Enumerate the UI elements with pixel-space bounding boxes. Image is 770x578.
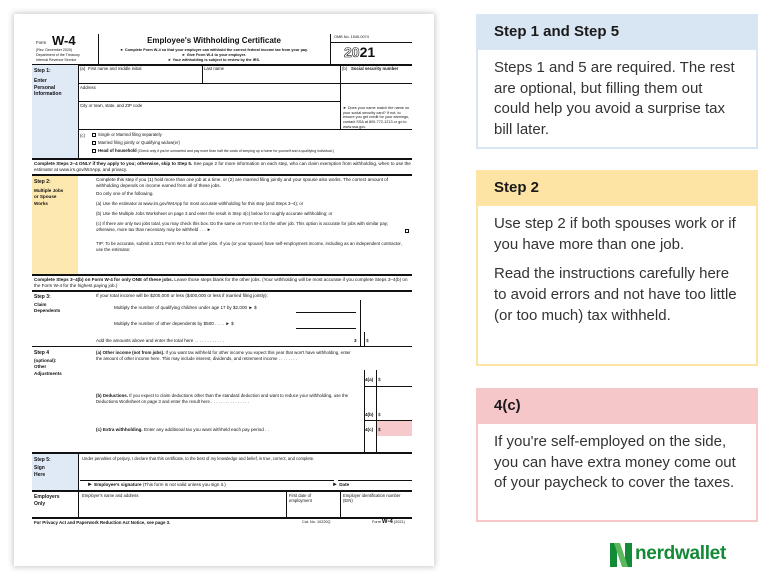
step1-subtitle: Enter Personal Information <box>34 78 62 97</box>
form-year: 2021 <box>344 44 376 60</box>
nerdwallet-n-icon <box>610 543 632 567</box>
employer-name-field[interactable]: Employer's name and address <box>82 493 139 498</box>
step2-subtitle: Multiple Jobs or Spouse Works <box>34 188 64 206</box>
step4-b-text: (b) Deductions. If you expect to claim deductions other than the standard deduction and want to reduce your withholding, use the Deductions Worksheet on page 3 and enter the result here . . . . . . . . . . . . . . . . <box>96 393 349 404</box>
panel-step2-body <box>478 206 756 326</box>
nerdwallet-logo <box>610 542 760 568</box>
date-field[interactable]: ► Date <box>332 482 350 488</box>
filing-married[interactable]: Married filing jointly or Qualifying widow(er) <box>92 140 180 145</box>
step4-a-field[interactable]: $ <box>378 377 381 382</box>
step3-title: Step 3: <box>34 294 51 300</box>
step3-total-field[interactable]: $ <box>366 338 369 343</box>
filing-single[interactable]: Single or Married filing separately <box>92 132 162 137</box>
form-id: W-4 <box>52 33 76 48</box>
step2-option-c: (c) If there are only two jobs total, you may check this box. Do the same on Form W-4 for the other job. This option is accurate for jobs with similar pay; otherwise, more tax than necessary may be withheld . . . ► <box>96 221 389 232</box>
step2-intro: Complete this step if you (1) hold more than one job at a time, or (2) are married filing jointly and your spouse also works. The correct amount of withholding depends on income earned from all of these jobs. <box>96 177 389 188</box>
other-dependents-line: Multiply the number of other dependents by $500 . . . . ► $ <box>114 321 234 326</box>
panel-step2-text-2: Read the instructions carefully here to avoid errors and not have too little (or too much) tax withheld. <box>494 265 737 324</box>
panel-step2-title: Step 2 <box>478 172 756 206</box>
panel-step1-step5-text: Steps 1 and 5 are required. The rest are optional, but filling them out could help you avoid a surprise tax bill later. <box>494 59 735 139</box>
step2-title: Step 2: <box>34 179 51 185</box>
step4-c-line: 4(c) <box>365 427 374 432</box>
w4-form <box>14 14 434 566</box>
form-title: Employee's Withholding Certificate <box>147 36 281 45</box>
panel-step2-text-1: Use step 2 if both spouses work or if you have more than one job. <box>494 215 736 253</box>
step2-do-one: Do only one of the following. <box>96 191 154 196</box>
panel-step2 <box>476 170 758 366</box>
filing-single-checkbox[interactable] <box>92 133 96 137</box>
step4-c-field[interactable]: $ <box>378 427 381 432</box>
step4-a-line: 4(a) <box>365 377 374 382</box>
nerdwallet-logo-text: nerdwallet <box>635 543 726 564</box>
form-subtitle-2: ► Give Form W-4 to your employer. <box>181 53 247 57</box>
step4-title: Step 4 <box>34 350 50 356</box>
step3-income-note: If your total income will be $200,000 or less ($400,000 or less if married filing jointly): <box>96 293 268 298</box>
ein-field[interactable]: Employer identification number (EIN) <box>343 493 401 504</box>
perjury-statement: Under penalties of perjury, I declare that this certificate, to the best of my knowledge and belief, is true, correct, and complete. <box>82 456 315 461</box>
footer-privacy: For Privacy Act and Paperwork Reduction Act Notice, see page 3. <box>34 520 171 525</box>
qualifying-children-line: Multiply the number of qualifying children under age 17 by $2,000 ► $ <box>114 305 257 310</box>
panel-step1-step5 <box>476 14 758 149</box>
filing-head-checkbox[interactable] <box>92 149 96 153</box>
step4-a-text: (a) Other income (not from jobs). If you want tax withheld for other income you expect this year that won't have withholding, enter the amount of other income here. This may include interest, dividends, and retirement income . . . . . . . . <box>96 350 351 361</box>
ssn-field[interactable]: Social security number <box>351 66 399 71</box>
city-field[interactable]: City or town, state, and ZIP code <box>80 103 143 108</box>
step4-subtitle: (optional): Other Adjustments <box>34 358 62 376</box>
panel-4c-text: If you're self-employed on the side, you can have extra money come out of your paycheck to cover the taxes. <box>494 433 736 492</box>
filing-married-checkbox[interactable] <box>92 141 96 145</box>
step5-subtitle: Sign Here <box>34 465 46 478</box>
panel-step1-step5-body <box>478 50 756 141</box>
step5-title: Step 5: <box>34 457 51 463</box>
step1-a-label: (a) <box>80 66 86 71</box>
footer-form: Form W-4 (2021) <box>372 519 405 525</box>
step3-total-line: Add the amounts above and enter the total here . . . . . . . . . . . . <box>96 338 224 343</box>
filing-head[interactable]: Head of household (Check only if you're unmarried and pay more than half the costs of keeping up a home for yourself and a qualifying individual.) <box>92 148 412 153</box>
step4-b-field[interactable]: $ <box>378 412 381 417</box>
form-revision: (Rev. December 2020) <box>36 48 73 52</box>
last-name-field[interactable]: Last name <box>204 66 225 71</box>
step1-c-label: (c) <box>80 133 86 138</box>
form-irs: Internal Revenue Service <box>36 58 77 62</box>
address-field[interactable]: Address <box>80 85 96 90</box>
panel-4c <box>476 388 758 522</box>
complete-3-4-note: Complete Steps 3–4(b) on Form W-4 for only ONE of these jobs. Leave those steps blank for the other jobs. (Your withholding will be most accurate if you complete Steps 3–4(b) on the Form W-4 for the highest paying job.) <box>34 277 408 288</box>
first-name-field[interactable]: First name and middle initial <box>88 66 142 71</box>
panel-4c-title: 4(c) <box>478 390 756 424</box>
employers-title: Employers Only <box>34 494 60 507</box>
first-date-field[interactable]: First date of employment <box>289 493 312 504</box>
complete-2-4-note: Complete Steps 2–4 ONLY if they apply to you; otherwise, skip to Step 5. See page 2 for more information on each step, who can claim exemption from withholding, when to use the estimator at www.irs.gov/W4App, and privacy. <box>34 161 411 172</box>
form-subtitle-3: ► Your withholding is subject to review by the IRS. <box>167 58 261 62</box>
step2-option-a: (a) Use the estimator at www.irs.gov/W4App for most accurate withholding for this step (and Steps 3–4); or <box>96 201 304 206</box>
step3-subtitle: Claim Dependents <box>34 302 61 314</box>
step2-option-b: (b) Use the Multiple Jobs Worksheet on page 3 and enter the result in Step 4(c) below for roughly accurate withholding; or <box>96 211 333 216</box>
two-jobs-checkbox[interactable] <box>405 229 409 233</box>
omb-number: OMB No. 1545-0074 <box>334 35 369 39</box>
form-dept: Department of the Treasury <box>36 53 80 57</box>
step1-b-label: (b) <box>342 66 348 71</box>
step1-title: Step 1: <box>34 68 51 74</box>
step3-line-number: 3 <box>354 338 357 343</box>
signature-field[interactable]: ► Employee's signature (This form is not valid unless you sign it.) <box>87 482 226 488</box>
step4-b-line: 4(b) <box>365 412 374 417</box>
name-match-note: ► Does your name match the name on your social security card? If not, to ensure you get credit for your earnings, contact SSA at 800-772-1213 or go to www.ssa.gov. <box>343 106 410 129</box>
footer-cat: Cat. No. 10220Q <box>302 520 331 524</box>
step4-c-highlight <box>377 421 412 436</box>
step2-tip: TIP: To be accurate, submit a 2021 Form W-4 for all other jobs. If you (or your spouse) have self-employment income, including as an independent contractor, use the estimator. <box>96 241 402 252</box>
panel-4c-body <box>478 424 756 494</box>
panel-step1-step5-title: Step 1 and Step 5 <box>478 16 756 50</box>
form-subtitle-1: ► Complete Form W-4 so that your employer can withhold the correct federal income tax from your pay. <box>120 48 308 52</box>
step4-c-text: (c) Extra withholding. Enter any additional tax you want withheld each pay period . . <box>96 427 269 432</box>
form-label: Form <box>36 40 47 45</box>
